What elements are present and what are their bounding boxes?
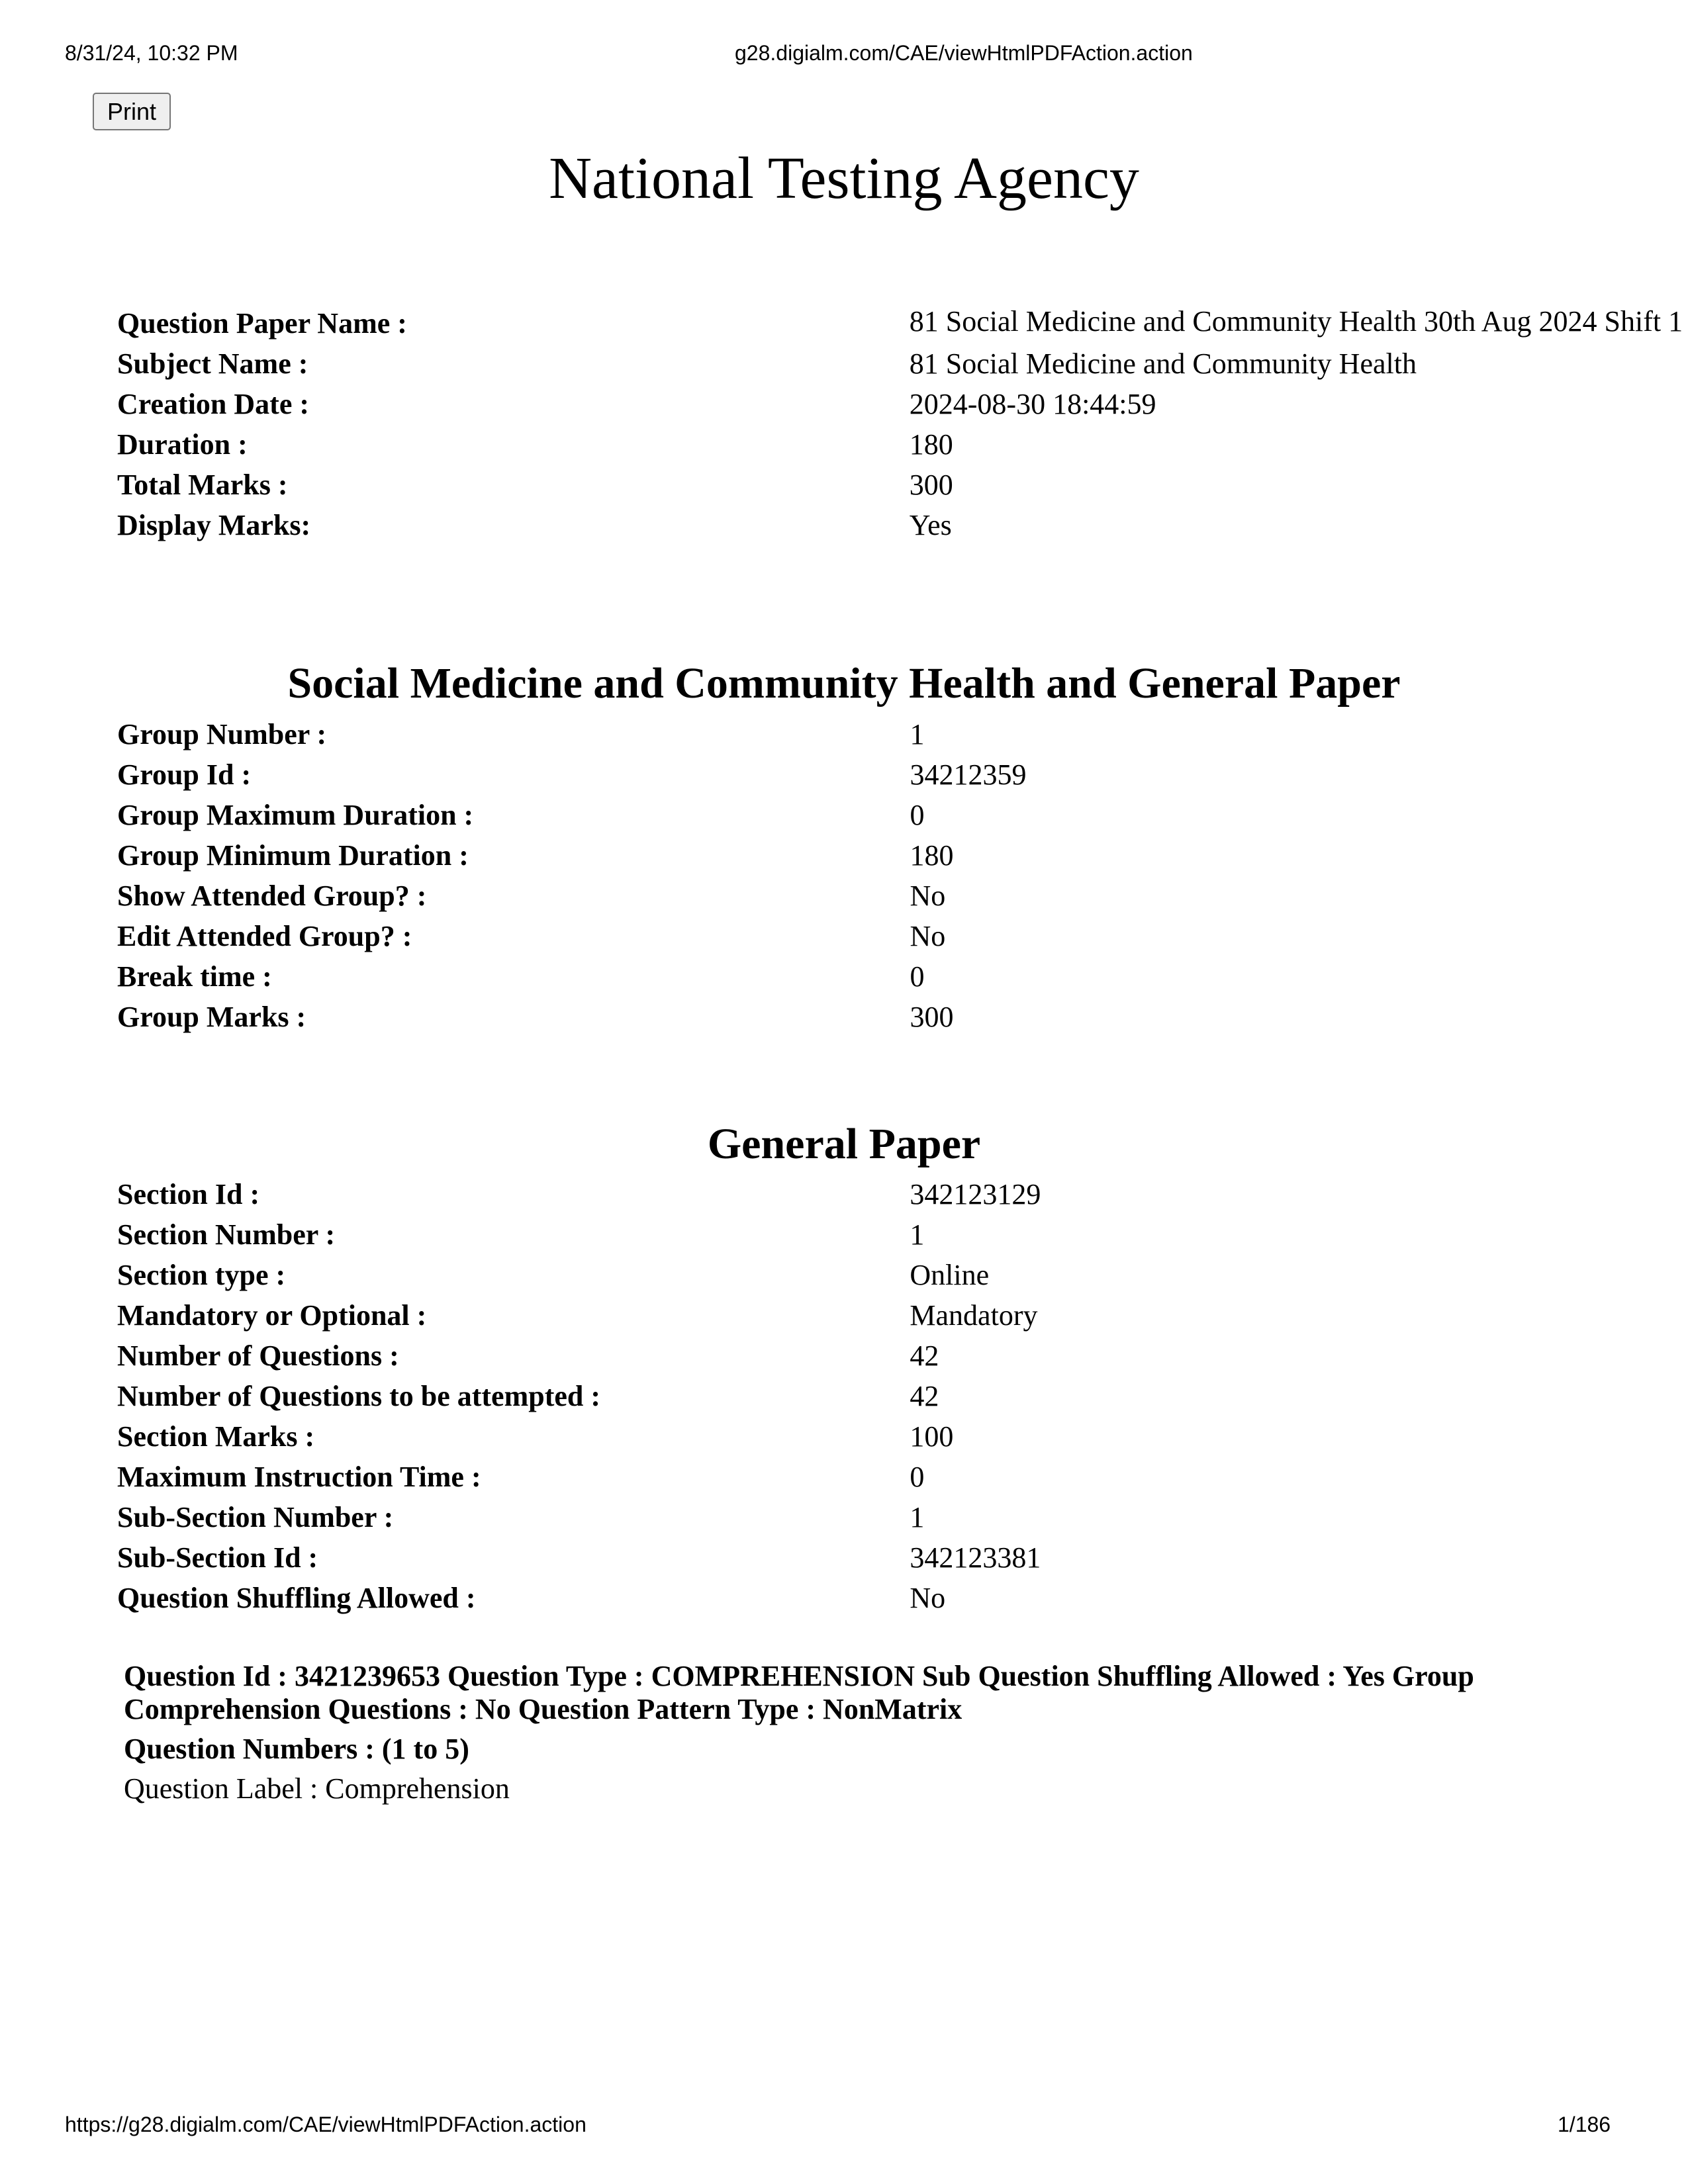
info-label: Subject Name : (117, 347, 308, 380)
paper-info-row (117, 343, 1688, 384)
group-info-row (117, 754, 1688, 795)
info-value: 342123129 (910, 1178, 1041, 1210)
info-label: Section Id : (117, 1178, 260, 1210)
section-info-row (117, 1295, 1688, 1336)
paper-info-row (117, 303, 1688, 343)
info-label: Group Minimum Duration : (117, 839, 469, 872)
question-label: Question Label : Comprehension (124, 1772, 510, 1805)
info-label: Group Marks : (117, 1001, 306, 1033)
section-info-row (117, 1537, 1688, 1578)
info-label: Group Maximum Duration : (117, 799, 474, 831)
info-value: 342123381 (910, 1541, 1041, 1574)
group-info-row (117, 835, 1688, 876)
section-info-row (117, 1336, 1688, 1376)
group-info-table (117, 714, 1688, 1037)
info-value: 81 Social Medicine and Community Health (909, 347, 1417, 380)
print-header-url: g28.digialm.com/CAE/viewHtmlPDFAction.action (735, 41, 1193, 65)
info-label: Total Marks : (117, 469, 288, 501)
info-value: 300 (909, 469, 953, 501)
print-footer-url: https://g28.digialm.com/CAE/viewHtmlPDFAction.action (65, 2113, 586, 2136)
info-value: 0 (910, 1461, 925, 1493)
info-value: 42 (910, 1340, 939, 1372)
info-label: Question Shuffling Allowed : (117, 1582, 476, 1614)
info-label: Mandatory or Optional : (117, 1299, 427, 1332)
info-value: Online (910, 1259, 990, 1291)
group-info-row (117, 916, 1688, 956)
question-numbers: Question Numbers : (1 to 5) (124, 1733, 469, 1765)
paper-info-row (117, 465, 1688, 505)
group-info-row (117, 876, 1688, 916)
info-value: 0 (910, 960, 925, 993)
info-value: 1 (910, 718, 925, 751)
paper-info-row (117, 505, 1688, 545)
section-info-row (117, 1457, 1688, 1497)
info-label: Show Attended Group? : (117, 880, 427, 912)
section-info-row (117, 1376, 1688, 1416)
paper-info-table (117, 303, 1688, 545)
info-value: 180 (909, 428, 953, 461)
paper-info-row (117, 384, 1688, 424)
info-label: Maximum Instruction Time : (117, 1461, 481, 1493)
info-label: Duration : (117, 428, 248, 461)
group-heading: Social Medicine and Community Health and General Paper (287, 659, 1401, 707)
info-label: Edit Attended Group? : (117, 920, 412, 952)
page-title: National Testing Agency (549, 146, 1139, 211)
info-value: 0 (910, 799, 925, 831)
section-info-row (117, 1416, 1688, 1457)
section-info-row (117, 1174, 1688, 1214)
info-value: No (910, 880, 946, 912)
group-info-row (117, 997, 1688, 1037)
info-value: Yes (909, 509, 952, 541)
section-info-row (117, 1214, 1688, 1255)
info-label: Number of Questions to be attempted : (117, 1380, 601, 1412)
info-label: Section Marks : (117, 1420, 315, 1453)
section-info-row (117, 1578, 1688, 1618)
group-info-row (117, 795, 1688, 835)
group-info-row (117, 956, 1688, 997)
info-value: 2024-08-30 18:44:59 (909, 388, 1156, 420)
info-label: Break time : (117, 960, 272, 993)
section-info-row (117, 1255, 1688, 1295)
info-label: Group Id : (117, 758, 252, 791)
question-block (124, 1660, 1580, 1805)
page-number: 1/186 (1558, 2113, 1611, 2136)
info-value: 1 (910, 1501, 925, 1533)
info-label: Question Paper Name : (117, 307, 407, 340)
paper-info-row (117, 424, 1688, 465)
info-label: Section Number : (117, 1218, 336, 1251)
info-label: Group Number : (117, 718, 327, 751)
info-label: Section type : (117, 1259, 286, 1291)
info-value: 100 (910, 1420, 954, 1453)
info-value: No (910, 920, 946, 952)
info-value: 180 (910, 839, 954, 872)
info-value: 300 (910, 1001, 954, 1033)
info-label: Display Marks: (117, 509, 311, 541)
section-heading: General Paper (707, 1120, 981, 1168)
info-label: Sub-Section Number : (117, 1501, 394, 1533)
info-label: Creation Date : (117, 388, 309, 420)
section-info-row (117, 1497, 1688, 1537)
group-info-row (117, 714, 1688, 754)
info-value: Mandatory (910, 1299, 1038, 1332)
print-button[interactable]: Print (93, 93, 171, 130)
info-value: 34212359 (910, 758, 1027, 791)
info-label: Sub-Section Id : (117, 1541, 318, 1574)
question-meta: Question Id : 3421239653 Question Type : COMPREHENSION Sub Question Shuffling Allowed : Yes Group Comprehension Questions : No Question Pattern Type : NonMatrix (124, 1660, 1474, 1725)
section-info-table (117, 1174, 1688, 1618)
print-datetime: 8/31/24, 10:32 PM (65, 41, 238, 65)
info-value: No (910, 1582, 946, 1614)
info-label: Number of Questions : (117, 1340, 399, 1372)
info-value: 1 (910, 1218, 925, 1251)
info-value: 81 Social Medicine and Community Health 30th Aug 2024 Shift 1 (909, 304, 1683, 338)
info-value: 42 (910, 1380, 939, 1412)
